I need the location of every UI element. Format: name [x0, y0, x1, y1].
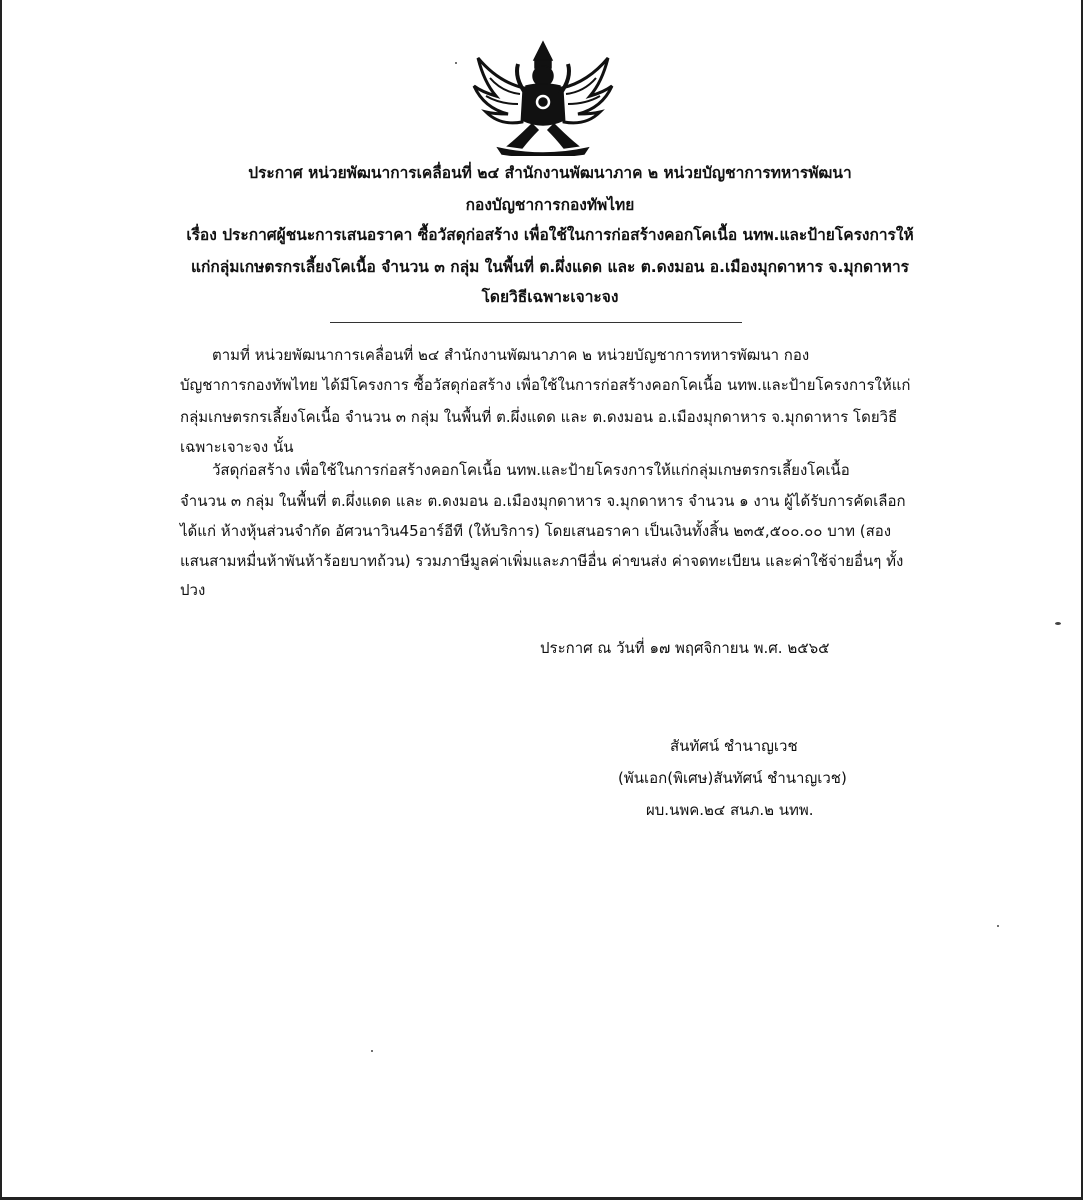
header-line-2: กองบัญชาการกองทัพไทย: [465, 196, 635, 214]
scan-speck: [1055, 622, 1061, 625]
signature-name: สันทัศน์ ชำนาญเวช: [670, 737, 798, 755]
header-line-1: ประกาศ หน่วยพัฒนาการเคลื่อนที่ ๒๔ สำนักงานพัฒนาภาค ๒ หน่วยบัญชาการทหารพัฒนา: [248, 164, 852, 182]
scan-speck: [455, 62, 457, 64]
signature-position: ผบ.นพค.๒๔ สนภ.๒ นทพ.: [646, 801, 814, 819]
scan-border-left: [0, 0, 2, 1200]
signature-full-name: (พันเอก(พิเศษ)สันทัศน์ ชำนาญเวช): [618, 769, 847, 787]
paragraph-2-line-3: ได้แก่ ห้างหุ้นส่วนจำกัด อัศวนาวิน45อาร์อีที (ให้บริการ) โดยเสนอราคา เป็นเงินทั้งสิ้น ๒๓๕,๕๐๐.๐๐ บาท (สอง: [180, 522, 892, 540]
paragraph-1-line-2: บัญชาการกองทัพไทย ได้มีโครงการ ซื้อวัสดุก่อสร้าง เพื่อใช้ในการก่อสร้างคอกโคเนื้อ นทพ.และป้ายโครงการให้แก่: [180, 376, 911, 394]
paragraph-1-line-3: กลุ่มเกษตรกรเลี้ยงโคเนื้อ จำนวน ๓ กลุ่ม ในพื้นที่ ต.ผึ่งแดด และ ต.ดงมอน อ.เมืองมุกดาหาร จ.มุกดาหาร โดยวิธี: [180, 408, 898, 426]
paragraph-1-line-1: ตามที่ หน่วยพัฒนาการเคลื่อนที่ ๒๔ สำนักงานพัฒนาภาค ๒ หน่วยบัญชาการทหารพัฒนา กอง: [212, 346, 810, 364]
header-line-5: โดยวิธีเฉพาะเจาะจง: [481, 288, 619, 306]
scan-speck: [997, 925, 999, 927]
paragraph-2-line-4: แสนสามหมื่นห้าพันห้าร้อยบาทถ้วน) รวมภาษีมูลค่าเพิ่มและภาษีอื่น ค่าขนส่ง ค่าจดทะเบียน และค่าใช้จ่ายอื่นๆ ทั้ง: [180, 552, 904, 570]
heading-divider: [330, 322, 742, 323]
paragraph-2-line-2: จำนวน ๓ กลุ่ม ในพื้นที่ ต.ผึ่งแดด และ ต.ดงมอน อ.เมืองมุกดาหาร จ.มุกดาหาร จำนวน ๑ งาน ผู้ได้รับการคัดเลือก: [180, 492, 906, 510]
paragraph-2-line-1: วัสดุก่อสร้าง เพื่อใช้ในการก่อสร้างคอกโคเนื้อ นทพ.และป้ายโครงการให้แก่กลุ่มเกษตรกรเลี้ยงโคเนื้อ: [212, 461, 850, 479]
header-line-4: แก่กลุ่มเกษตรกรเลี้ยงโคเนื้อ จำนวน ๓ กลุ่ม ในพื้นที่ ต.ผึ่งแดด และ ต.ดงมอน อ.เมืองมุกดาหาร จ.มุกดาหาร: [190, 258, 909, 276]
garuda-emblem-icon: [468, 38, 618, 156]
header-line-3: เรื่อง ประกาศผู้ชนะการเสนอราคา ซื้อวัสดุก่อสร้าง เพื่อใช้ในการก่อสร้างคอกโคเนื้อ นทพ.และป้ายโครงการให้: [186, 226, 914, 244]
paragraph-2-line-5: ปวง: [180, 581, 206, 599]
scan-speck: [371, 1050, 373, 1052]
announcement-date: ประกาศ ณ วันที่ ๑๗ พฤศจิกายน พ.ศ. ๒๕๖๕: [540, 639, 830, 657]
paragraph-1-line-4: เฉพาะเจาะจง นั้น: [180, 438, 294, 456]
